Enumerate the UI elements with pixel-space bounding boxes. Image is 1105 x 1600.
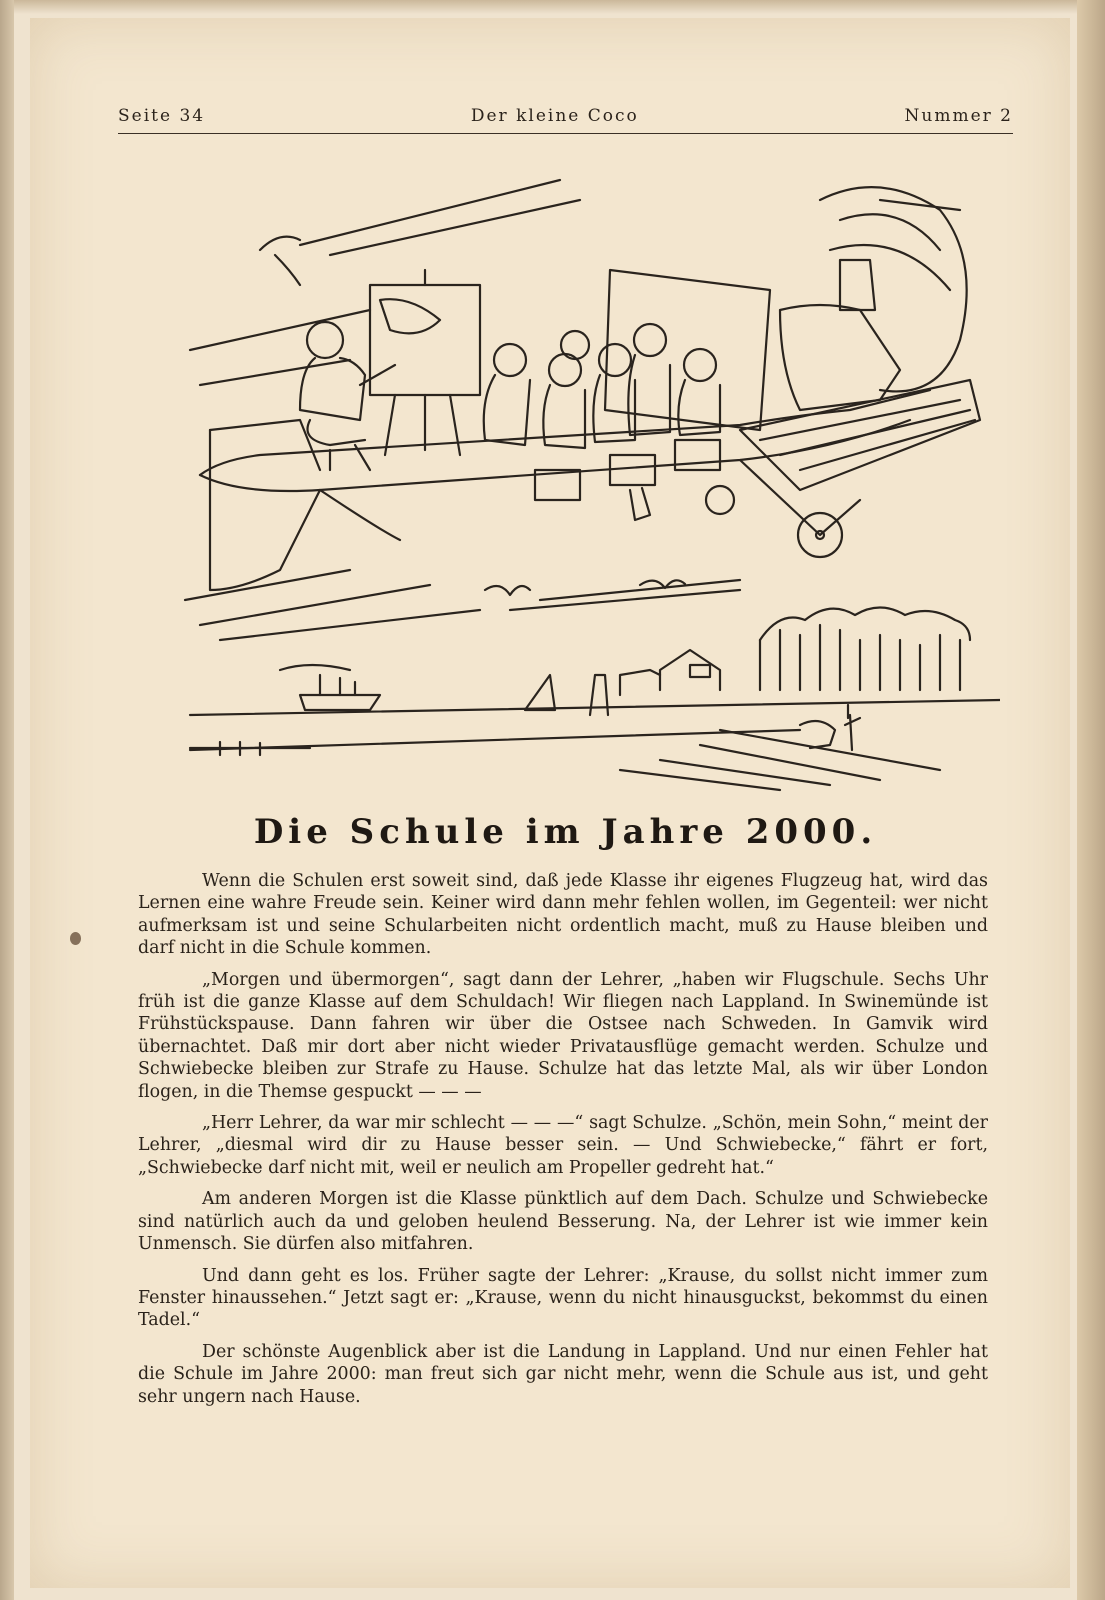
ink-smudge bbox=[70, 932, 81, 945]
header-rule bbox=[118, 133, 1013, 134]
paragraph: „Herr Lehrer, da war mir schlecht — — —“ sagt Schulze. „Schön, mein Sohn,“ meint der Lehrer, „diesmal wird dir zu Hause besser sein. — Und Schwiebecke,“ fährt er fort, „Schwiebecke darf nicht mit, weil er neulich am Propeller gedreht hat.“ bbox=[138, 1113, 988, 1178]
page-edge-right bbox=[1077, 0, 1105, 1600]
paragraph: Und dann geht es los. Früher sagte der Lehrer: „Krause, du sollst nicht immer zum Fenster hinaussehen.“ Jetzt sagt er: „Krause, wenn du nicht hinausguckst, bekommst du einen Tadel.“ bbox=[138, 1265, 988, 1331]
page-edge-top bbox=[14, 0, 1077, 14]
page-edge-left bbox=[0, 0, 14, 1600]
magazine-name: Der kleine Coco bbox=[470, 106, 639, 126]
issue-number: Nummer 2 bbox=[904, 106, 1013, 126]
article-body bbox=[138, 870, 988, 1417]
paragraph: Am anderen Morgen ist die Klasse pünktlich auf dem Dach. Schulze und Schwiebecke sind natürlich auch da und geloben heulend Besserung. Na, der Lehrer ist wie immer kein Unmensch. Sie dürfen also mitfahren. bbox=[138, 1189, 988, 1255]
flying-classroom-illustration bbox=[180, 170, 1000, 820]
article-title: Die Schule im Jahre 2000. bbox=[253, 812, 878, 852]
paragraph: „Morgen und übermorgen“, sagt dann der Lehrer, „haben wir Flugschule. Sechs Uhr früh ist die ganze Klasse auf dem Schuldach! Wir fliegen nach Lappland. In Swinemünde ist Frühstückspause. Dann fahren wir über die Ostsee nach Schweden. In Gamvik wird übernachtet. Daß mir dort aber nicht wieder Privatausflüge gemacht werden. Schulze und Schwiebecke bleiben zur Strafe zu Hause. Schulze hat das letzte Mal, als wir über London flogen, in die Themse gespuckt — — — bbox=[138, 969, 988, 1102]
paragraph: Wenn die Schulen erst soweit sind, daß jede Klasse ihr eigenes Flugzeug hat, wird das Lernen eine wahre Freude sein. Keiner wird dann mehr fehlen wollen, im Gegenteil: wer nicht aufmerksam ist und seine Schularbeiten nicht ordentlich macht, muß zu Hause bleiben und darf nicht in die Schule kommen. bbox=[138, 871, 988, 959]
paragraph: Der schönste Augenblick aber ist die Landung in Lappland. Und nur einen Fehler hat die Schule im Jahre 2000: man freut sich gar nicht mehr, wenn die Schule aus ist, und geht sehr ungern nach Hause. bbox=[138, 1341, 988, 1407]
page-number: Seite 34 bbox=[118, 106, 206, 126]
running-head bbox=[118, 106, 1013, 126]
